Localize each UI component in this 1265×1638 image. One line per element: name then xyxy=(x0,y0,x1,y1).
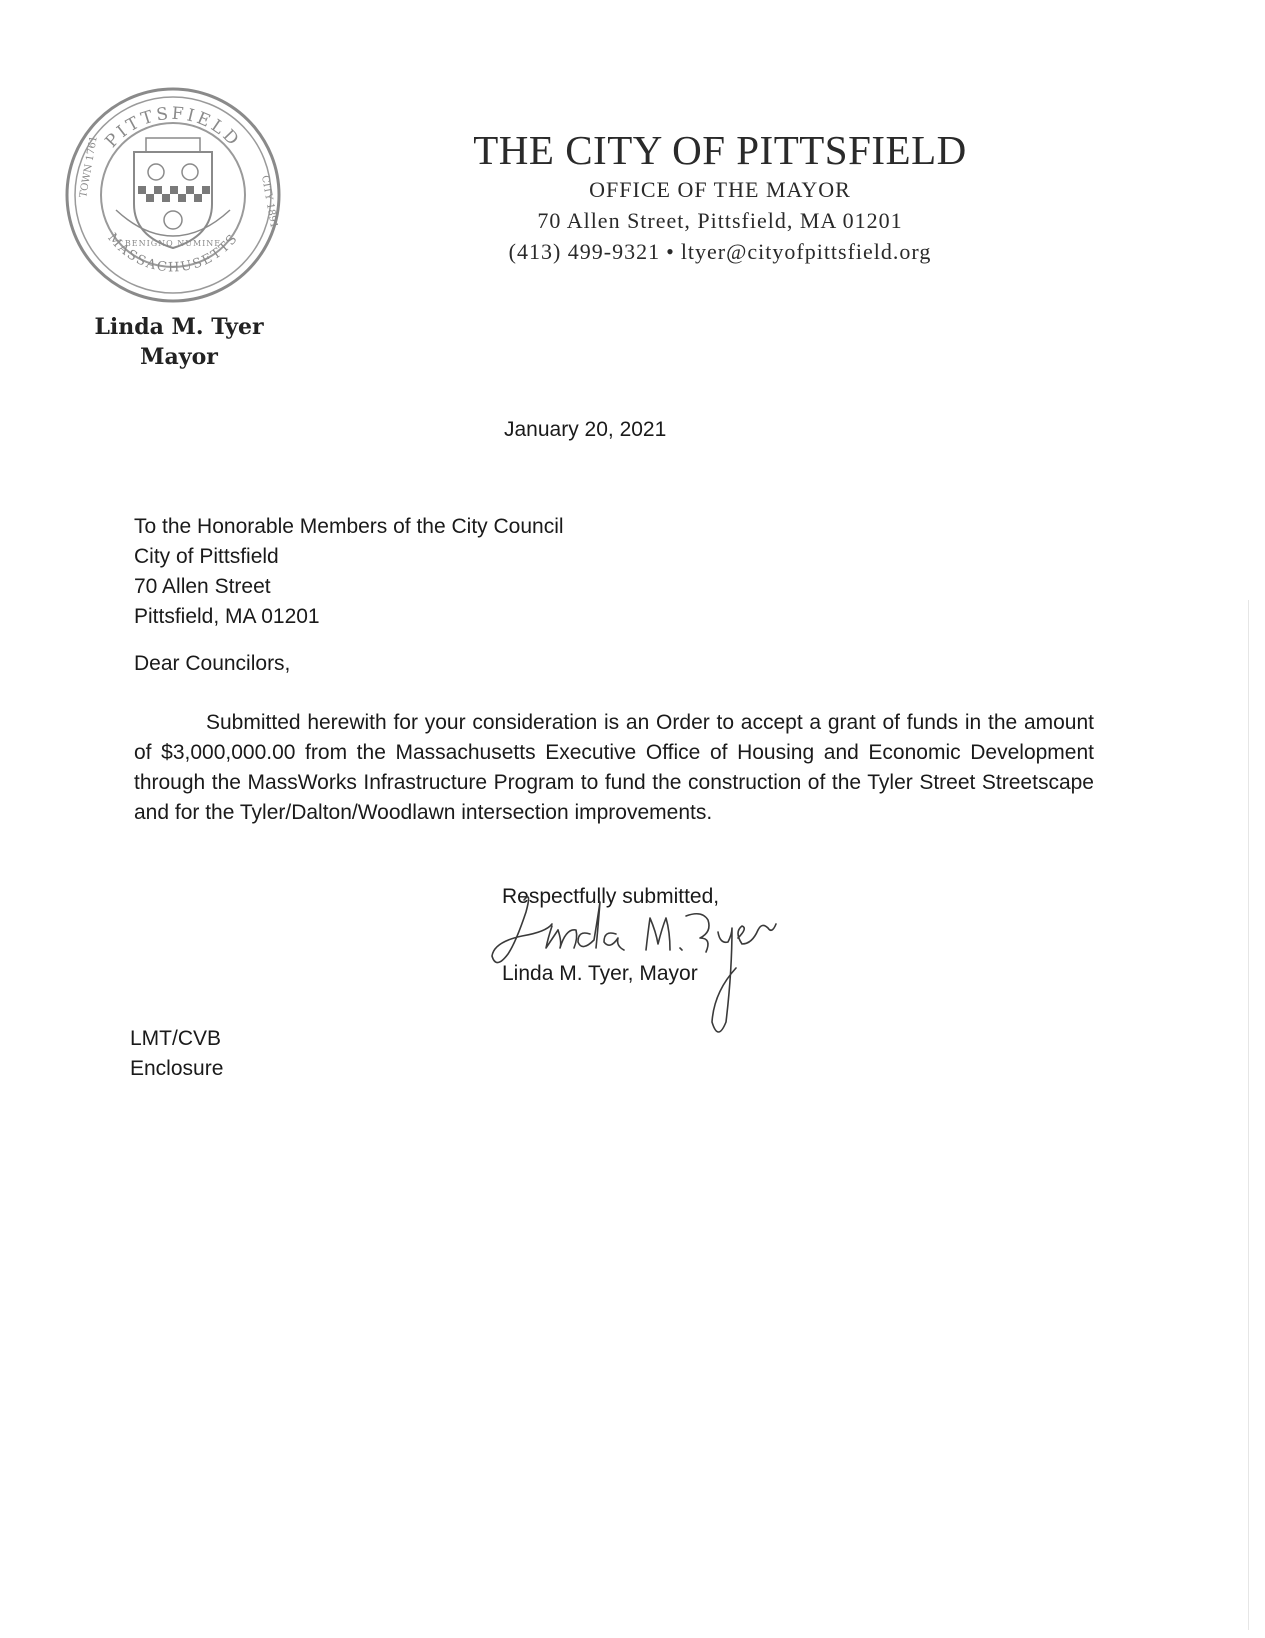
letterhead-phone: (413) 499-9321 xyxy=(508,239,661,264)
letterhead-contact xyxy=(440,236,1000,267)
scan-edge-divider xyxy=(1248,600,1249,1630)
svg-text:BENIGNO NUMINE: BENIGNO NUMINE xyxy=(124,239,222,248)
bullet-separator: • xyxy=(666,239,675,264)
letterhead-email: ltyer@cityofpittsfield.org xyxy=(680,239,932,264)
handwritten-signature-icon xyxy=(486,872,826,1042)
signatory-name: Linda M. Tyer, Mayor xyxy=(502,962,698,985)
city-seal-icon xyxy=(64,86,282,304)
svg-text:CITY 1891: CITY 1891 xyxy=(259,174,280,230)
letterhead-address: 70 Allen Street, Pittsfield, MA 01201 xyxy=(537,208,903,233)
body-paragraph: Submitted herewith for your consideration is an Order to accept a grant of funds in the amount of $3,000,000.00 from the Massachusetts Executive Office of Housing and Economic Development through the MassWorks Infrastructure Program to fund the construction of the Tyler Street Streetscape and for the Tyler/Dalton/Woodlawn intersection improvements. xyxy=(134,711,1094,824)
mayor-block xyxy=(76,312,282,372)
reference-initials: LMT/CVB xyxy=(130,1027,222,1050)
svg-text:PITTSFIELD: PITTSFIELD xyxy=(101,103,245,152)
letterhead-title: THE CITY OF PITTSFIELD xyxy=(473,127,967,173)
enclosure-note: Enclosure xyxy=(130,1057,224,1080)
mayor-name: Linda M. Tyer xyxy=(94,314,264,340)
closing: Respectfully submitted, xyxy=(502,885,720,908)
svg-text:TOWN 1761: TOWN 1761 xyxy=(78,135,100,199)
letterhead xyxy=(440,126,1000,267)
mayor-title: Mayor xyxy=(140,344,218,370)
recipient-line: Pittsfield, MA 01201 xyxy=(134,605,320,628)
recipient-line: City of Pittsfield xyxy=(134,545,279,568)
recipient-line: 70 Allen Street xyxy=(134,575,271,598)
recipient-address xyxy=(134,512,564,632)
svg-text:MASSACHUSETTS: MASSACHUSETTS xyxy=(104,230,242,276)
salutation: Dear Councilors, xyxy=(134,652,291,675)
recipient-line: To the Honorable Members of the City Council xyxy=(134,515,564,538)
letterhead-office: OFFICE OF THE MAYOR xyxy=(589,177,851,202)
footer-notes xyxy=(130,1024,223,1084)
letter-date: January 20, 2021 xyxy=(504,418,667,441)
